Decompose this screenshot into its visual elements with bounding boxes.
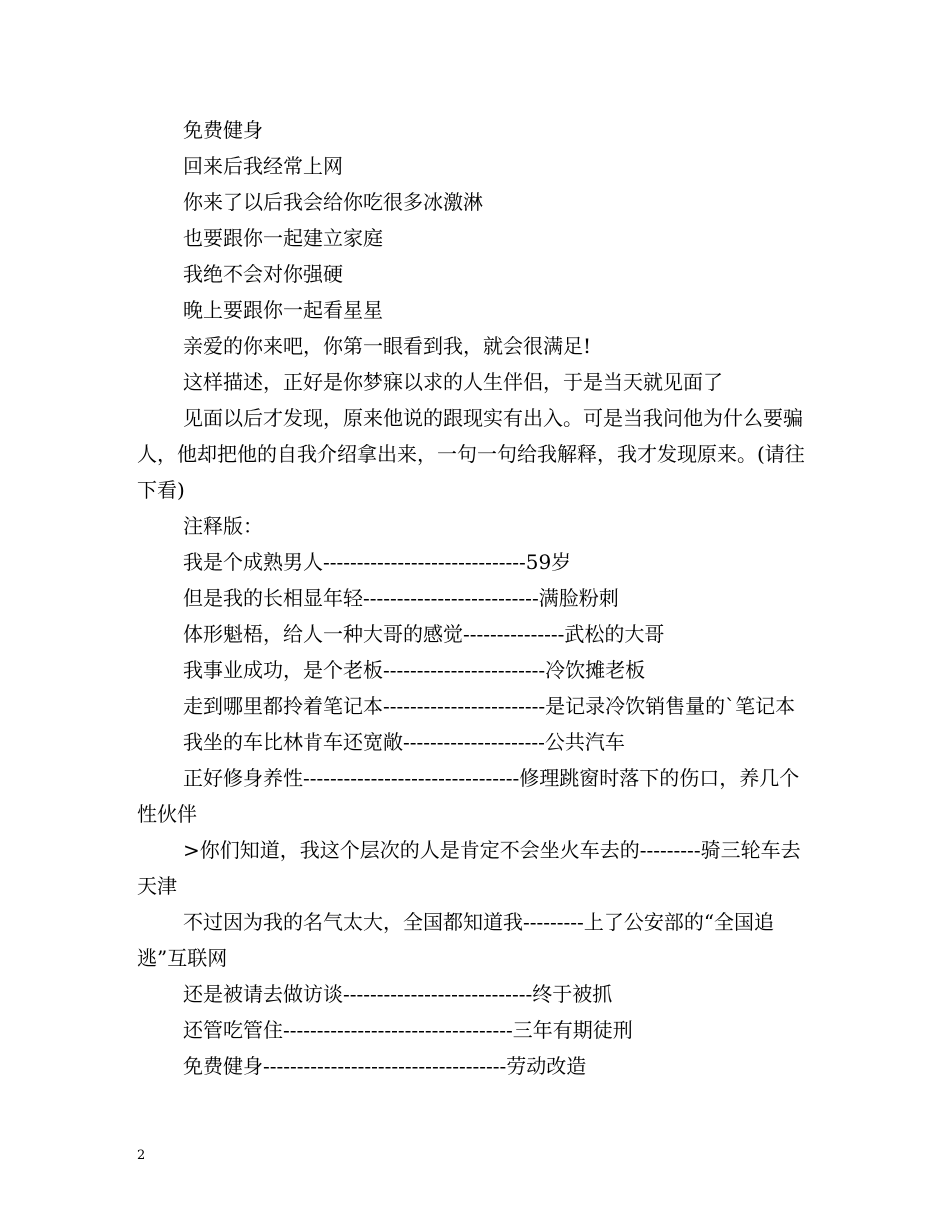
paragraph: 也要跟你一起建立家庭	[183, 226, 383, 250]
annotation-line: 还管吃管住----------------------------------三年有期徒刑	[183, 1018, 633, 1042]
paragraph: 这样描述，正好是你梦寐以求的人生伴侣，于是当天就见面了	[183, 370, 723, 394]
document-body	[137, 112, 817, 1084]
paragraph: 你来了以后我会给你吃很多冰激淋	[183, 190, 483, 214]
page-number: 2	[137, 1148, 146, 1163]
paragraph: 晚上要跟你一起看星星	[183, 298, 383, 322]
paragraph: 我绝不会对你强硬	[183, 262, 343, 286]
annotation-line: 我事业成功，是个老板------------------------冷饮摊老板	[183, 658, 646, 682]
paragraph: 回来后我经常上网	[183, 154, 343, 178]
annotation-line: 但是我的长相显年轻--------------------------满脸粉刺	[183, 586, 619, 610]
paragraph: 亲爱的你来吧，你第一眼看到我，就会很满足!	[183, 334, 592, 358]
annotation-line: 体形魁梧，给人一种大哥的感觉---------------武松的大哥	[183, 622, 665, 646]
annotation-line: 还是被请去做访谈----------------------------终于被抓	[183, 982, 613, 1006]
paragraph: 免费健身	[183, 118, 263, 142]
paragraph: 见面以后才发现，原来他说的跟现实有出入。可是当我问他为什么要骗人，他却把他的自我介绍拿出来，一句一句给我解释，我才发现原来。(请往下看)	[137, 406, 805, 502]
annotation-line: 正好修身养性--------------------------------修理跳窗时落下的伤口，养几个性伙伴	[137, 766, 800, 826]
paragraph: 注释版：	[183, 514, 263, 538]
annotation-line: 不过因为我的名气太大，全国都知道我---------上了公安部的“全国追逃”互联网	[137, 910, 775, 970]
annotation-line: 我坐的车比林肯车还宽敞---------------------公共汽车	[183, 730, 625, 754]
annotation-line: >你们知道，我这个层次的人是肯定不会坐火车去的---------骑三轮车去天津	[137, 838, 801, 898]
annotation-line: 走到哪里都拎着笔记本------------------------是记录冷饮销售量的`笔记本	[183, 694, 796, 718]
annotation-line: 免费健身------------------------------------劳动改造	[183, 1054, 587, 1078]
annotation-line: 我是个成熟男人------------------------------59岁	[183, 550, 572, 574]
